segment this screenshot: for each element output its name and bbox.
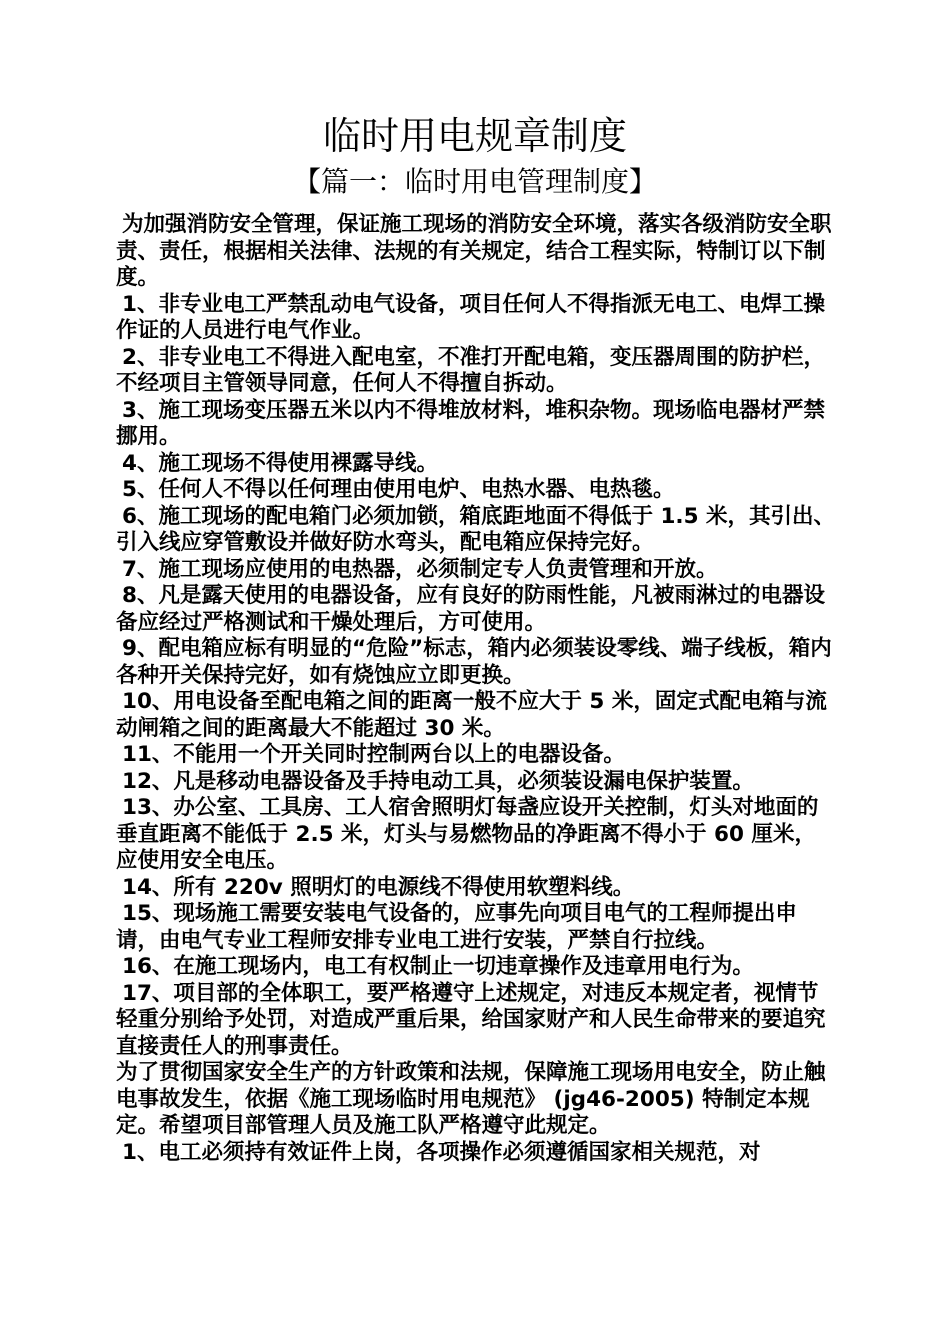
rule-item-12: 12、凡是移动电器设备及手持电动工具，必须装设漏电保护装置。 [122, 768, 754, 794]
rule-item-15: 15、现场施工需要安装电气设备的，应事先向项目电气的工程师提出申请，由电气专业工程师安排专业电工进行安装，严禁自行拉线。 [116, 901, 797, 953]
rule-item-16: 16、在施工现场内，电工有权制止一切违章操作及违章用电行为。 [122, 954, 754, 979]
rule-item-14: 14、所有 220v 照明灯的电源线不得使用软塑料线。 [122, 874, 635, 900]
rule-item-10: 10、用电设备至配电箱之间的距离一般不应大于 5 米，固定式配电箱与流动闸箱之间的距离最大不能超过 30 米。 [116, 689, 827, 741]
rule-item-17: 17、项目部的全体职工，要严格遵守上述规定，对违反本规定者，视情节轻重分别给予处罚，对造成严重后果，给国家财产和人民生命带来的要追究直接责任人的刑事责任。 [116, 980, 826, 1059]
rule-item-3: 3、施工现场变压器五米以内不得堆放材料，堆积杂物。现场临电器材严禁挪用。 [116, 397, 825, 449]
rule-item-5: 5、任何人不得以任何理由使用电炉、电热水器、电热毯。 [122, 477, 675, 502]
rule-item-9: 9、配电箱应标有明显的“危险”标志，箱内必须装设零线、端子线板，箱内各种开关保持完好，如有烧蚀应立即更换。 [116, 636, 832, 688]
rule-item-7: 7、施工现场应使用的电热器，必须制定专人负责管理和开放。 [122, 556, 718, 582]
rule-item-6: 6、施工现场的配电箱门必须加锁，箱底距地面不得低于 1.5 米，其引出、引入线应穿管敷设并做好防水弯头，配电箱应保持完好。 [116, 503, 836, 555]
rule-item-2: 2、非专业电工不得进入配电室，不准打开配电箱，变压器周围的防护栏，不经项目主管领导同意，任何人不得擅自拆动。 [116, 344, 825, 396]
document-body [116, 212, 836, 1166]
rule-item-13: 13、办公室、工具房、工人宿舍照明灯每盏应设开关控制，灯头对地面的垂直距离不能低于 2.5 米，灯头与易燃物品的净距离不得小于 60 厘米，应使用安全电压。 [116, 795, 819, 873]
second-section-item-1: 1、电工必须持有效证件上岗，各项操作必须遵循国家相关规范，对 [122, 1139, 761, 1165]
document-subtitle: 【篇一：临时用电管理制度】 [292, 165, 657, 198]
rule-item-1: 1、非专业电工严禁乱动电气设备，项目任何人不得指派无电工、电焊工操作证的人员进行电气作业。 [116, 291, 825, 343]
document-title: 临时用电规章制度 [322, 114, 627, 158]
rule-item-11: 11、不能用一个开关同时控制两台以上的电器设备。 [122, 742, 625, 767]
rule-item-8: 8、凡是露天使用的电器设备，应有良好的防雨性能，凡被雨淋过的电器设备应经过严格测试和干燥处理后，方可使用。 [116, 583, 825, 635]
second-section-intro: 为了贯彻国家安全生产的方针政策和法规，保障施工现场用电安全，防止触电事故发生，依据《施工现场临时用电规范》 (jg46-2005) 特制定本规定。希望项目部管理人员及施工队严格遵守此规定。 [116, 1060, 826, 1138]
intro-paragraph: 为加强消防安全管理，保证施工现场的消防安全环境，落实各级消防安全职责、责任，根据相关法律、法规的有关规定，结合工程实际，特制订以下制度。 [116, 212, 832, 290]
rule-item-4: 4、施工现场不得使用裸露导线。 [122, 450, 438, 476]
